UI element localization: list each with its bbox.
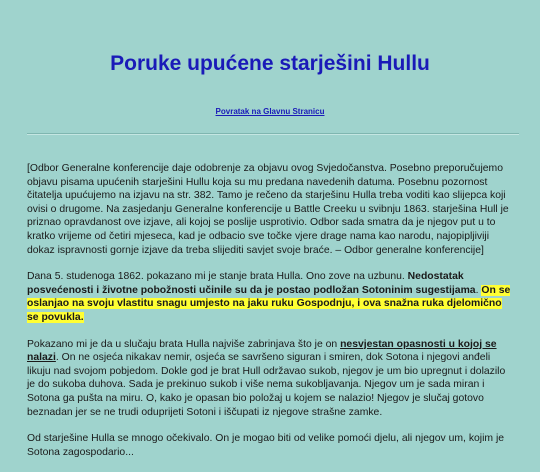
paragraph-2 [27,338,515,420]
paragraph-2-text-a: Pokazano mi je da u slučaju brata Hulla najviše zabrinjava što je on [27,338,341,350]
paragraph-1-highlight: On se oslanjao na svoju vlastitu snagu umjesto na jaku ruku Gospodnju, i ova snažna ruka djelomično se povukla. [27,284,511,323]
paragraph-2-text-b: . On ne osjeća nikakav nemir, osjeća se savršeno siguran i smiren, dok Sotona i njegovi anđeli likuju nad svojom pobjedom. Dokle god je brat Hull održavao sukob, njegov je um bio upregnut i dolazilo je do sukoba duhova. Sada je prekinuo sukob i više nema sukobljavanja. Njegov um je sada miran i Sotona ga pušta na miru. O, kako je opasan bio položaj u kojem se nalazio! Njegov je slučaj gotovo beznadan jer se ne trudi oduprijeti Sotoni i iščupati iz njegove strašne zamke. [27,352,506,418]
paragraph-1-bold: Nedostatak posvećenosti i životne pobožnosti učinile su da je postao podložan Sotoninim sugestijama [27,271,476,296]
paragraph-1-mid: . [475,284,482,296]
home-link[interactable]: Povratak na Glavnu Stranicu [215,107,325,116]
page-title: Poruke upućene starješini Hullu [110,52,430,75]
article-body [27,162,515,472]
paragraph-2-underline: nesvjestan opasnosti u kojoj se nalazi [27,338,497,364]
paragraph-3 [27,432,515,459]
divider [27,133,519,135]
paragraph-1-text: Dana 5. studenoga 1862. pokazano mi je stanje brata Hulla. Ono zove na uzbunu. [27,271,408,283]
paragraph-3-text: Od starješine Hulla se mnogo očekivalo. On je mogao biti od velike pomoći djelu, ali njegov um, kojim je Sotona zagospodario... [27,433,505,458]
paragraph-1 [27,270,515,324]
intro-text: [Odbor Generalne konferencije daje odobrenje za objavu ovog Svjedočanstva. Posebno preporučujemo objavu pisama upućenih starješini Hullu koja su mu predana navedenih datuma. Posebnu pozornost čitatelja upućujemo na izjavu na str. 382. Tamo je rečeno da starješinu Hulla treba voditi kao slijepca koji ovisi o drugome. Na zasjedanju Generalne konferencije u Battle Creeku u svibnju 1863. starješina Hull je priznao opravdanost ove izjave, ali kojoj se poslije usprotivio. Odbor sada smatra da je njegov put u to kratko vrijeme od četiri mjeseca, kad je odbacio sve točke vjere drage nama kao narodu, najopipljiviji dokaz ispravnosti gornje izjave da treba slijediti savjet svoje braće. – Odbor generalne konferencije] [27,163,509,256]
intro-paragraph [27,162,515,257]
